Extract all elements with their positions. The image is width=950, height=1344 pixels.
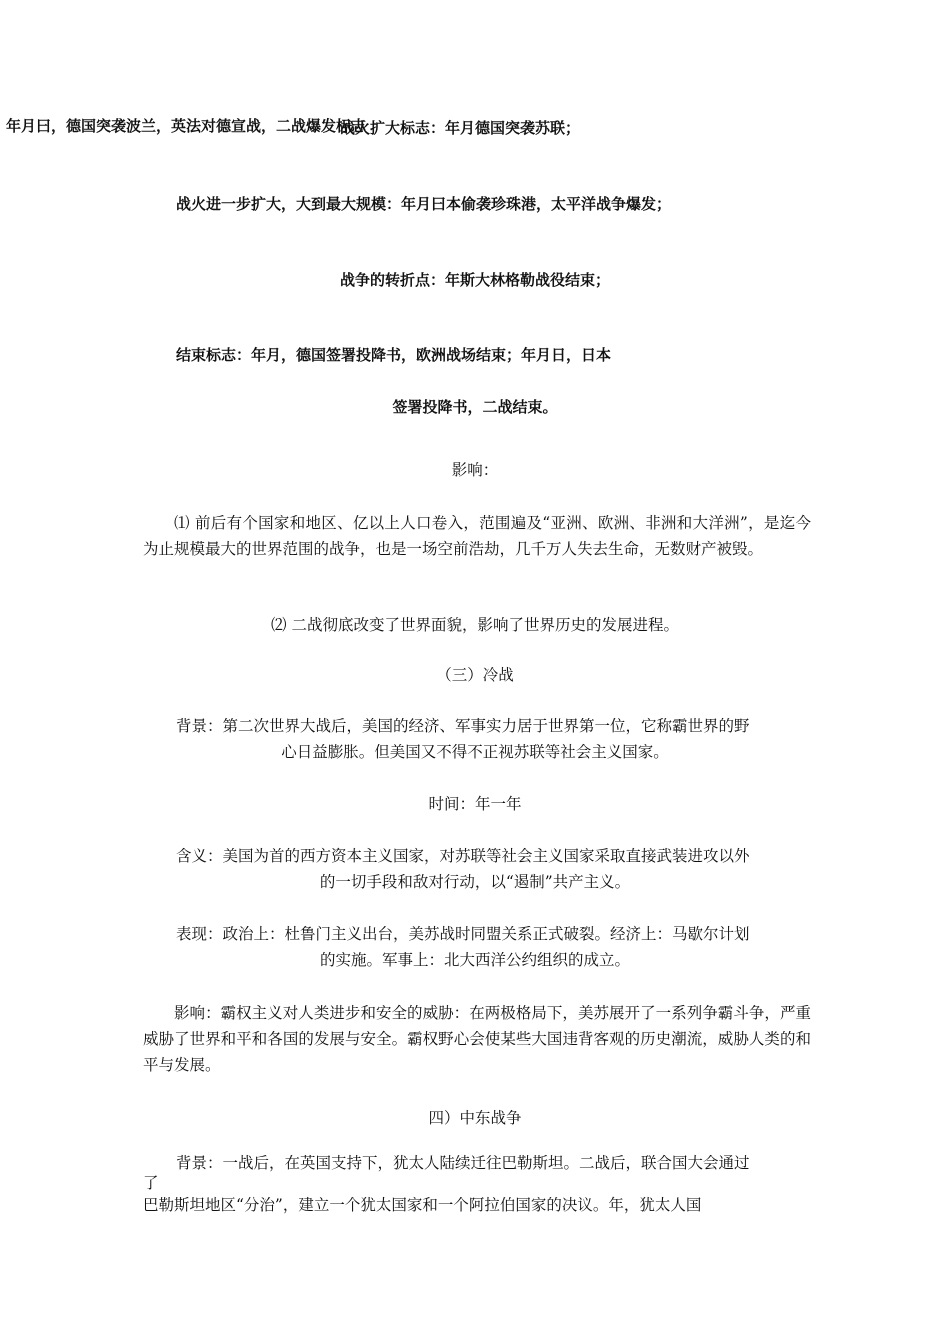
- coldwar-show-line-1: 表现：政治上：杜鲁门主义出台，美苏战时同盟关系正式破裂。经济上：马歇尔计划: [176, 925, 750, 943]
- mideast-background-line-1b: 了: [143, 1174, 159, 1192]
- mideast-heading: 四）中东战争: [428, 1109, 522, 1127]
- line-end-mark-cont: 签署投降书，二战结束。: [392, 398, 558, 416]
- mideast-background-line-2: 巴勒斯坦地区“分治”，建立一个犹太国家和一个阿拉伯国家的决议。年，犹太人国: [143, 1196, 702, 1214]
- influence-heading: 影响：: [451, 461, 499, 479]
- coldwar-influence-paragraph: 影响：霸权主义对人类进步和安全的威胁：在两极格局下，美苏展开了一系列争霸斗争，严重威胁了世界和平和各国的发展与安全。霸权野心会使某些大国违背客观的历史潮流，威胁人类的和平与发展。: [143, 1004, 811, 1074]
- line-war-further-expand: 战火进一步扩大，大到最大规模：年月曰本偷袭珍珠港，太平洋战争爆发；: [176, 195, 672, 213]
- coldwar-time: 时间：年一年: [428, 795, 522, 813]
- coldwar-background-line-2: 心日益膨胀。但美国又不得不正视苏联等社会主义国家。: [281, 743, 669, 761]
- coldwar-meaning-line-1: 含义：美国为首的西方资本主义国家，对苏联等社会主义国家采取直接武装进攻以外: [176, 847, 750, 865]
- coldwar-heading: （三）冷战: [436, 666, 514, 684]
- overlapping-line-left: 年月曰，德国突袭波兰，英法对德宣战，二战爆发标志: [6, 117, 367, 135]
- coldwar-meaning-line-2: 的一切手段和敌对行动，以“遏制”共产主义。: [319, 873, 631, 891]
- coldwar-show-line-2: 的实施。军事上：北大西洋公约组织的成立。: [319, 951, 630, 969]
- influence-paragraph-2: ⑵ 二战彻底改变了世界面貌，影响了世界历史的发展进程。: [271, 616, 679, 634]
- mideast-background-line-1: 背景：一战后，在英国支持下，犹太人陆续迁往巴勒斯坦。二战后，联合国大会通过: [176, 1154, 750, 1172]
- line-war-expand: 战火扩大标志：年月德国突袭苏联；: [340, 119, 581, 137]
- line-end-mark: 结束标志：年月，德国签署投降书，欧洲战场结束；年月日，日本: [176, 346, 612, 364]
- influence-paragraph-1: ⑴ 前后有个国家和地区、亿以上人口卷入，范围遍及“亚洲、欧洲、非洲和大洋洲”，是迄今为止规模最大的世界范围的战争，也是一场空前浩劫，几千万人失去生命，无数财产被毁。: [143, 514, 811, 558]
- coldwar-background-line-1: 背景：第二次世界大战后，美国的经济、军事实力居于世界第一位，它称霸世界的野: [176, 717, 750, 735]
- line-turning-point: 战争的转折点：年斯大林格勒战役结束；: [339, 271, 610, 289]
